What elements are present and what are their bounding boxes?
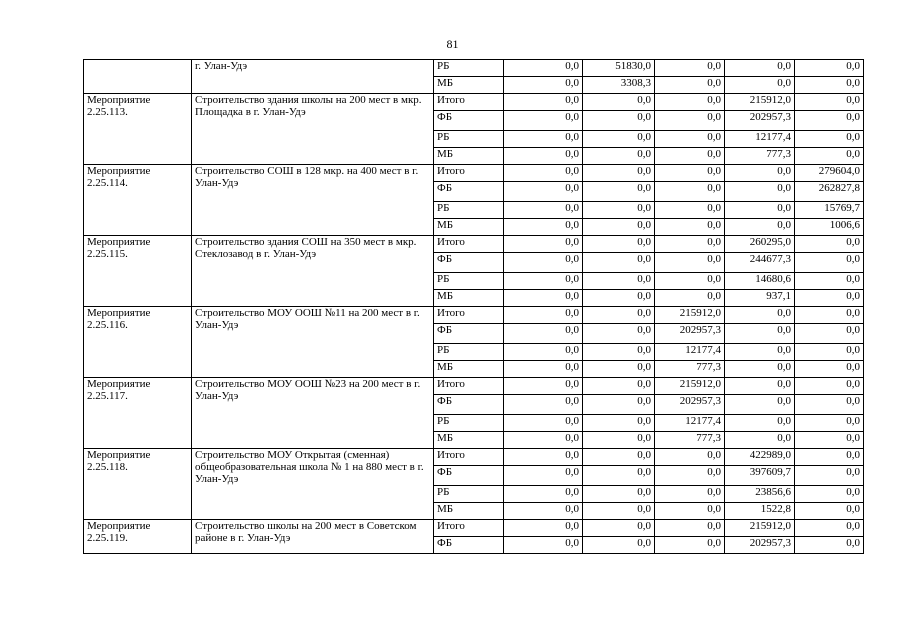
value-cell: 14680,6 <box>725 273 795 290</box>
value-cell: 0,0 <box>504 290 583 307</box>
value-cell: 0,0 <box>655 131 725 148</box>
value-cell: 0,0 <box>504 432 583 449</box>
value-cell: 0,0 <box>795 503 864 520</box>
value-cell: 0,0 <box>655 486 725 503</box>
measure-cell: Мероприятие 2.25.114. <box>84 165 192 236</box>
value-cell: 777,3 <box>655 361 725 378</box>
value-cell: 1522,8 <box>725 503 795 520</box>
value-cell: 0,0 <box>504 486 583 503</box>
value-cell: 0,0 <box>795 415 864 432</box>
source-cell: Итого <box>434 520 504 537</box>
value-cell: 0,0 <box>583 361 655 378</box>
value-cell: 0,0 <box>504 449 583 466</box>
source-cell: Итого <box>434 378 504 395</box>
value-cell: 12177,4 <box>655 415 725 432</box>
value-cell: 0,0 <box>655 290 725 307</box>
value-cell: 0,0 <box>725 77 795 94</box>
value-cell: 0,0 <box>504 148 583 165</box>
value-cell: 0,0 <box>795 77 864 94</box>
source-cell: РБ <box>434 415 504 432</box>
measure-cell: Мероприятие 2.25.113. <box>84 94 192 165</box>
value-cell: 0,0 <box>583 236 655 253</box>
value-cell: 0,0 <box>504 94 583 111</box>
budget-table <box>83 59 864 554</box>
value-cell: 0,0 <box>655 253 725 273</box>
value-cell: 0,0 <box>583 466 655 486</box>
value-cell: 215912,0 <box>655 307 725 324</box>
source-cell: РБ <box>434 486 504 503</box>
value-cell: 422989,0 <box>725 449 795 466</box>
value-cell: 0,0 <box>583 449 655 466</box>
value-cell: 0,0 <box>583 378 655 395</box>
description-cell: г. Улан-Удэ <box>192 60 434 94</box>
value-cell: 0,0 <box>504 253 583 273</box>
value-cell: 0,0 <box>725 165 795 182</box>
value-cell: 0,0 <box>583 219 655 236</box>
value-cell: 0,0 <box>504 520 583 537</box>
value-cell: 0,0 <box>795 344 864 361</box>
value-cell: 0,0 <box>583 432 655 449</box>
table-body <box>84 60 864 554</box>
value-cell: 0,0 <box>655 165 725 182</box>
source-cell: МБ <box>434 432 504 449</box>
value-cell: 215912,0 <box>655 378 725 395</box>
value-cell: 1006,6 <box>795 219 864 236</box>
source-cell: МБ <box>434 77 504 94</box>
value-cell: 0,0 <box>504 415 583 432</box>
value-cell: 0,0 <box>583 290 655 307</box>
value-cell: 0,0 <box>725 60 795 77</box>
value-cell: 0,0 <box>504 111 583 131</box>
value-cell: 0,0 <box>795 60 864 77</box>
value-cell: 12177,4 <box>725 131 795 148</box>
description-cell: Строительство здания СОШ на 350 мест в мкр. Стеклозавод в г. Улан-Удэ <box>192 236 434 307</box>
value-cell: 0,0 <box>725 432 795 449</box>
value-cell: 0,0 <box>725 415 795 432</box>
value-cell: 0,0 <box>504 273 583 290</box>
source-cell: ФБ <box>434 537 504 554</box>
value-cell: 0,0 <box>583 165 655 182</box>
value-cell: 0,0 <box>655 520 725 537</box>
value-cell: 0,0 <box>795 378 864 395</box>
value-cell: 0,0 <box>655 94 725 111</box>
source-cell: ФБ <box>434 395 504 415</box>
value-cell: 0,0 <box>655 449 725 466</box>
value-cell: 0,0 <box>795 307 864 324</box>
table-row <box>84 60 864 77</box>
source-cell: Итого <box>434 236 504 253</box>
measure-cell: Мероприятие 2.25.116. <box>84 307 192 378</box>
table-row <box>84 520 864 537</box>
source-cell: ФБ <box>434 253 504 273</box>
value-cell: 0,0 <box>504 165 583 182</box>
value-cell: 0,0 <box>655 60 725 77</box>
measure-cell: Мероприятие 2.25.115. <box>84 236 192 307</box>
value-cell: 202957,3 <box>725 537 795 554</box>
value-cell: 202957,3 <box>655 324 725 344</box>
value-cell: 0,0 <box>725 361 795 378</box>
value-cell: 0,0 <box>504 307 583 324</box>
value-cell: 0,0 <box>725 202 795 219</box>
value-cell: 0,0 <box>583 253 655 273</box>
value-cell: 0,0 <box>655 182 725 202</box>
value-cell: 0,0 <box>504 395 583 415</box>
value-cell: 0,0 <box>655 466 725 486</box>
measure-cell <box>84 60 192 94</box>
value-cell: 0,0 <box>655 537 725 554</box>
value-cell: 0,0 <box>583 537 655 554</box>
page-number: 81 <box>446 37 459 51</box>
value-cell: 0,0 <box>504 344 583 361</box>
value-cell: 0,0 <box>795 395 864 415</box>
measure-cell: Мероприятие 2.25.118. <box>84 449 192 520</box>
value-cell: 0,0 <box>795 273 864 290</box>
value-cell: 0,0 <box>583 131 655 148</box>
value-cell: 0,0 <box>655 236 725 253</box>
source-cell: ФБ <box>434 324 504 344</box>
value-cell: 0,0 <box>504 131 583 148</box>
source-cell: Итого <box>434 307 504 324</box>
value-cell: 51830,0 <box>583 60 655 77</box>
table-row <box>84 449 864 466</box>
value-cell: 0,0 <box>795 236 864 253</box>
value-cell: 0,0 <box>583 520 655 537</box>
value-cell: 0,0 <box>725 344 795 361</box>
value-cell: 0,0 <box>583 395 655 415</box>
table-row <box>84 378 864 395</box>
value-cell: 0,0 <box>795 520 864 537</box>
value-cell: 0,0 <box>583 307 655 324</box>
source-cell: ФБ <box>434 182 504 202</box>
value-cell: 0,0 <box>504 77 583 94</box>
value-cell: 0,0 <box>583 486 655 503</box>
table-row <box>84 307 864 324</box>
value-cell: 0,0 <box>795 537 864 554</box>
value-cell: 0,0 <box>504 361 583 378</box>
value-cell: 0,0 <box>795 94 864 111</box>
value-cell: 0,0 <box>583 148 655 165</box>
description-cell: Строительство МОУ ООШ №23 на 200 мест в г. Улан-Удэ <box>192 378 434 449</box>
value-cell: 0,0 <box>795 290 864 307</box>
value-cell: 0,0 <box>504 537 583 554</box>
value-cell: 0,0 <box>795 253 864 273</box>
value-cell: 0,0 <box>583 273 655 290</box>
value-cell: 0,0 <box>504 236 583 253</box>
value-cell: 23856,6 <box>725 486 795 503</box>
source-cell: Итого <box>434 165 504 182</box>
value-cell: 0,0 <box>655 219 725 236</box>
value-cell: 0,0 <box>795 131 864 148</box>
value-cell: 0,0 <box>725 182 795 202</box>
value-cell: 0,0 <box>583 503 655 520</box>
description-cell: Строительство СОШ в 128 мкр. на 400 мест в г. Улан-Удэ <box>192 165 434 236</box>
value-cell: 0,0 <box>655 111 725 131</box>
value-cell: 0,0 <box>655 202 725 219</box>
source-cell: РБ <box>434 60 504 77</box>
source-cell: РБ <box>434 344 504 361</box>
value-cell: 0,0 <box>583 202 655 219</box>
value-cell: 937,1 <box>725 290 795 307</box>
value-cell: 0,0 <box>655 148 725 165</box>
value-cell: 279604,0 <box>795 165 864 182</box>
value-cell: 0,0 <box>655 77 725 94</box>
table-row <box>84 236 864 253</box>
value-cell: 0,0 <box>725 395 795 415</box>
value-cell: 0,0 <box>583 182 655 202</box>
value-cell: 202957,3 <box>725 111 795 131</box>
table-row <box>84 94 864 111</box>
value-cell: 0,0 <box>795 432 864 449</box>
value-cell: 3308,3 <box>583 77 655 94</box>
value-cell: 260295,0 <box>725 236 795 253</box>
value-cell: 0,0 <box>504 503 583 520</box>
source-cell: Итого <box>434 94 504 111</box>
value-cell: 0,0 <box>504 182 583 202</box>
value-cell: 0,0 <box>655 503 725 520</box>
value-cell: 0,0 <box>504 202 583 219</box>
value-cell: 0,0 <box>504 219 583 236</box>
value-cell: 0,0 <box>795 486 864 503</box>
value-cell: 244677,3 <box>725 253 795 273</box>
value-cell: 12177,4 <box>655 344 725 361</box>
value-cell: 215912,0 <box>725 520 795 537</box>
value-cell: 0,0 <box>795 361 864 378</box>
source-cell: МБ <box>434 148 504 165</box>
source-cell: МБ <box>434 219 504 236</box>
value-cell: 215912,0 <box>725 94 795 111</box>
value-cell: 0,0 <box>583 415 655 432</box>
value-cell: 0,0 <box>725 307 795 324</box>
value-cell: 0,0 <box>795 466 864 486</box>
value-cell: 0,0 <box>583 111 655 131</box>
value-cell: 0,0 <box>504 324 583 344</box>
value-cell: 0,0 <box>795 111 864 131</box>
description-cell: Строительство МОУ ООШ №11 на 200 мест в г. Улан-Удэ <box>192 307 434 378</box>
measure-cell: Мероприятие 2.25.119. <box>84 520 192 554</box>
measure-cell: Мероприятие 2.25.117. <box>84 378 192 449</box>
value-cell: 0,0 <box>795 148 864 165</box>
source-cell: РБ <box>434 273 504 290</box>
source-cell: Итого <box>434 449 504 466</box>
value-cell: 397609,7 <box>725 466 795 486</box>
description-cell: Строительство здания школы на 200 мест в мкр. Площадка в г. Улан-Удэ <box>192 94 434 165</box>
value-cell: 0,0 <box>583 324 655 344</box>
source-cell: ФБ <box>434 466 504 486</box>
source-cell: МБ <box>434 503 504 520</box>
value-cell: 0,0 <box>795 324 864 344</box>
value-cell: 777,3 <box>655 432 725 449</box>
value-cell: 0,0 <box>504 466 583 486</box>
source-cell: МБ <box>434 361 504 378</box>
value-cell: 0,0 <box>583 94 655 111</box>
value-cell: 777,3 <box>725 148 795 165</box>
table-row <box>84 165 864 182</box>
value-cell: 0,0 <box>504 378 583 395</box>
source-cell: РБ <box>434 202 504 219</box>
value-cell: 202957,3 <box>655 395 725 415</box>
value-cell: 15769,7 <box>795 202 864 219</box>
source-cell: ФБ <box>434 111 504 131</box>
value-cell: 0,0 <box>795 449 864 466</box>
description-cell: Строительство школы на 200 мест в Советском районе в г. Улан-Удэ <box>192 520 434 554</box>
source-cell: РБ <box>434 131 504 148</box>
value-cell: 0,0 <box>655 273 725 290</box>
value-cell: 0,0 <box>504 60 583 77</box>
value-cell: 262827,8 <box>795 182 864 202</box>
value-cell: 0,0 <box>725 324 795 344</box>
value-cell: 0,0 <box>583 344 655 361</box>
value-cell: 0,0 <box>725 219 795 236</box>
value-cell: 0,0 <box>725 378 795 395</box>
description-cell: Строительство МОУ Открытая (сменная) общеобразовательная школа № 1 на 880 мест в г. Улан-Удэ <box>192 449 434 520</box>
source-cell: МБ <box>434 290 504 307</box>
